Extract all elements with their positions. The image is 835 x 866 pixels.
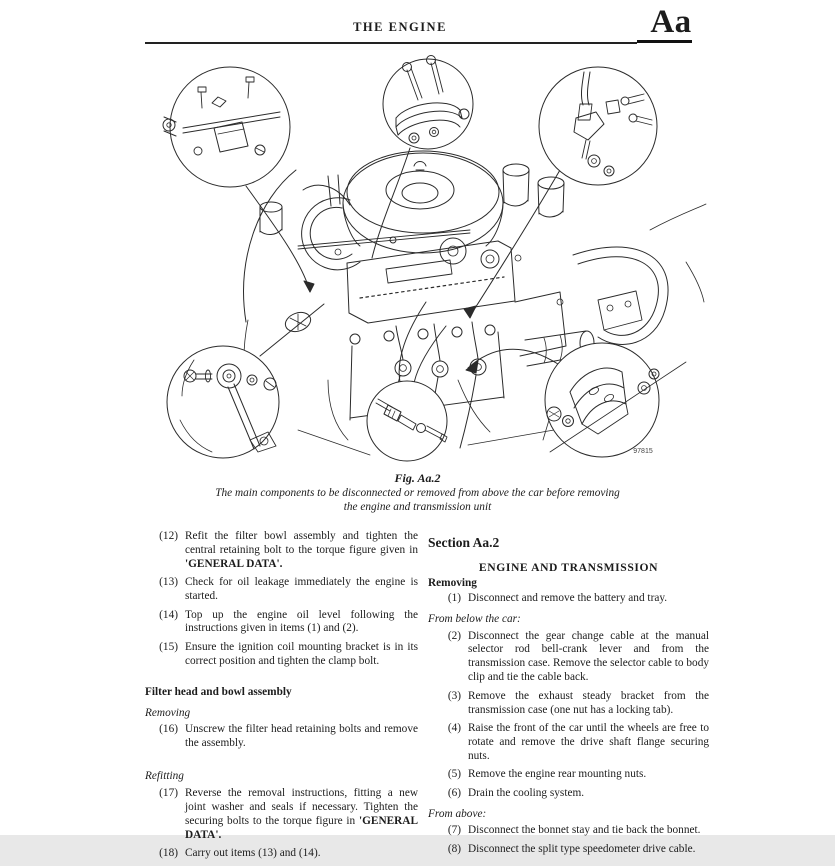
item-text: [468, 592, 709, 606]
callout-gear-change-cable-linkage: [163, 67, 290, 187]
item-number: (2): [447, 629, 461, 642]
left-text-column: [145, 530, 418, 866]
item-text-bold-segment: 'GENERAL DATA'.: [185, 815, 418, 841]
list-item: [428, 592, 709, 606]
item-text: [185, 641, 418, 669]
list-item: [145, 723, 418, 751]
item-text-segment: Disconnect the gear change cable at the manual selector rod bell-crank lever and from the transmission case. Remove the selector cable to body clip and tie the cable back.: [468, 629, 709, 684]
list-item: [145, 787, 418, 843]
list-item: [428, 843, 709, 857]
list-item: [428, 824, 709, 838]
procedure-lead: From below the car:: [428, 612, 521, 625]
figure-label: Fig. Aa.2: [394, 471, 441, 485]
item-text-segment: Disconnect the bonnet stay and tie back the bonnet.: [468, 824, 701, 837]
arrowhead: [464, 306, 476, 318]
item-text-segment: Reverse the removal instructions, fitting a new joint washer and seals if necessary. Tighten the securing bolts to the torque figure in: [185, 787, 418, 827]
item-number: (7): [447, 824, 461, 837]
item-number: (18): [159, 847, 178, 860]
callout-exhaust-clamp: [383, 56, 473, 150]
item-text: [468, 787, 709, 801]
figure-caption-line1: The main components to be disconnected or removed from above the car before removing: [215, 487, 620, 499]
item-text-segment: Carry out items (13) and (14).: [185, 847, 321, 860]
section-heading: ENGINE AND TRANSMISSION: [478, 560, 659, 574]
list-item: [428, 787, 709, 801]
item-number: (16): [159, 723, 178, 736]
item-number: (15): [159, 640, 178, 653]
list-item: [145, 641, 418, 669]
arrowhead: [304, 281, 314, 292]
list-item: [145, 530, 418, 572]
item-text: [185, 609, 418, 637]
item-text-segment: Top up the engine oil level following the instructions given in items (1) and (2).: [185, 608, 418, 635]
item-text-segment: Refit the filter bowl assembly and tighten the central retaining bolt to the torque figure given in: [185, 530, 418, 556]
item-number: (1): [447, 591, 461, 604]
item-text: [468, 843, 709, 857]
item-number: (3): [447, 689, 461, 702]
subsection-heading: Filter head and bowl assembly: [145, 685, 292, 698]
callout-engine-steady-rod: [167, 346, 279, 458]
callout-speedometer-cable-upper: [539, 67, 657, 185]
item-text: [185, 723, 418, 751]
item-number: (14): [159, 608, 178, 621]
header-rule: [145, 42, 637, 44]
item-text-segment: Drain the cooling system.: [468, 786, 585, 799]
item-number: (17): [159, 787, 178, 800]
item-text: [468, 630, 709, 686]
item-text-bold-segment: 'GENERAL DATA'.: [185, 557, 283, 570]
item-text: [468, 824, 709, 838]
item-text: [468, 722, 709, 764]
procedure-lead: From above:: [428, 807, 487, 820]
item-text: [185, 787, 418, 843]
list-item: [428, 768, 709, 782]
list-item: [145, 847, 418, 861]
drawing-number: 97815: [633, 448, 653, 455]
item-number: (12): [159, 530, 178, 542]
item-number: (4): [447, 721, 461, 734]
procedure-heading: Removing: [428, 576, 477, 589]
item-text-segment: Disconnect the split type speedometer drive cable.: [468, 842, 696, 855]
figure-caption-line2: the engine and transmission unit: [343, 501, 492, 513]
page-title: THE ENGINE: [353, 20, 447, 34]
callout-speedometer-cable-coupling: [367, 381, 447, 461]
section-tab-underline: [637, 40, 692, 43]
item-text: [468, 690, 709, 718]
right-text-column: [428, 530, 709, 861]
list-item: [428, 690, 709, 718]
item-text: [468, 768, 709, 782]
item-text-segment: Unscrew the filter head retaining bolts and remove the assembly.: [185, 723, 418, 750]
item-text-segment: Remove the exhaust steady bracket from the transmission case (one nut has a locking tab).: [468, 689, 709, 716]
procedure-lead: Removing: [145, 706, 191, 719]
section-number-title: Section Aa.2: [428, 535, 500, 550]
item-text: [185, 576, 418, 604]
item-number: (8): [447, 842, 461, 855]
list-item: [428, 722, 709, 764]
section-tab: Aa: [650, 4, 692, 40]
item-text-segment: Raise the front of the car until the wheels are free to rotate and remove the drive shaft flange securing nuts.: [468, 721, 709, 762]
item-number: (5): [447, 768, 461, 781]
item-text-segment: Disconnect and remove the battery and tray.: [468, 591, 668, 604]
engine-illustration: [138, 56, 713, 468]
callout-engine-rear-mounting: [545, 343, 686, 457]
item-text-segment: Ensure the ignition coil mounting bracket is in its correct position and tighten the clamp bolt.: [185, 640, 418, 667]
item-text-segment: Remove the engine rear mounting nuts.: [468, 768, 647, 781]
list-item: [145, 576, 418, 604]
item-text: [185, 847, 418, 861]
list-item: [145, 609, 418, 637]
item-number: (6): [447, 786, 461, 799]
engine-figure: [138, 56, 713, 468]
procedure-lead: Refitting: [145, 770, 184, 783]
item-number: (13): [159, 576, 178, 589]
arrowhead: [466, 361, 478, 373]
callout-leader-lines: [246, 148, 560, 383]
item-text-segment: Check for oil leakage immediately the engine is started.: [185, 576, 418, 603]
item-text: [185, 530, 418, 572]
list-item: [428, 630, 709, 686]
